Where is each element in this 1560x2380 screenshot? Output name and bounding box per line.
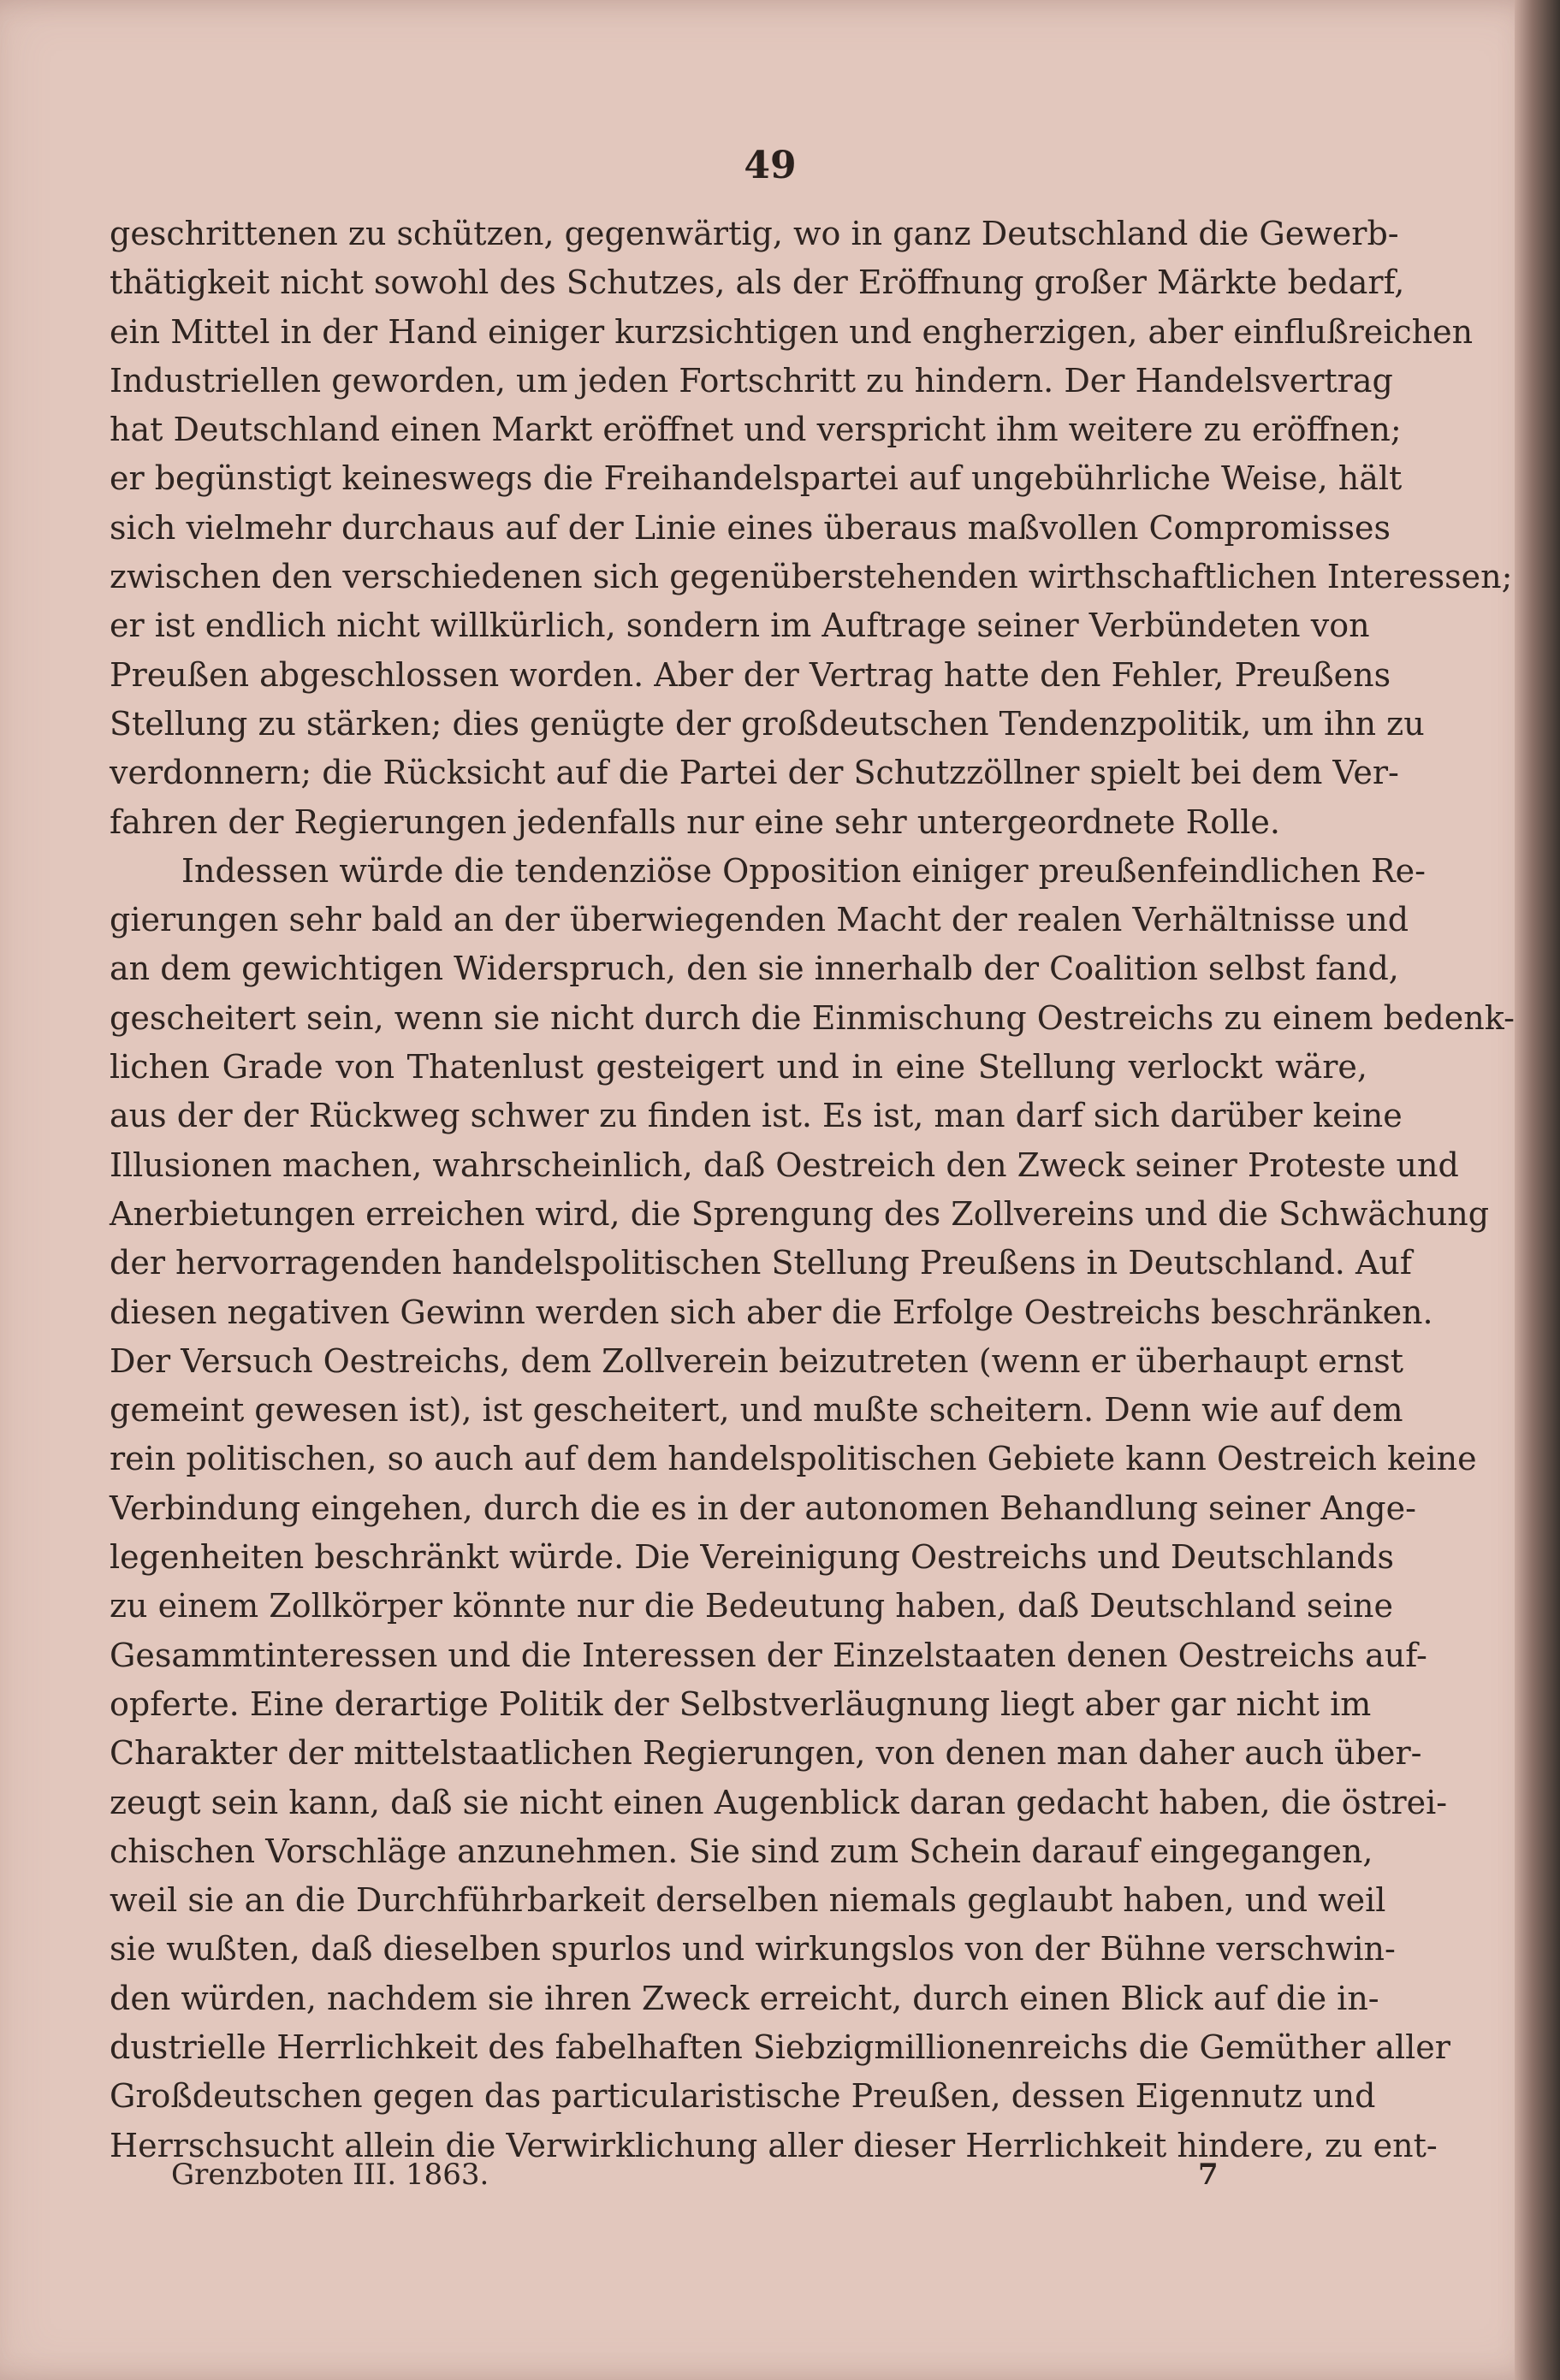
text-line: ein Mittel in der Hand einiger kurzsichtigen und engherzigen, aber einflußreichen [110,312,1474,351]
text-line: hat Deutschland einen Markt eröffnet und verspricht ihm weitere zu eröffnen; [110,411,1402,449]
text-line: fahren der Regierungen jedenfalls nur eine sehr untergeordnete Rolle. [110,802,1280,841]
text-line: gemeint gewesen ist), ist gescheitert, und mußte scheitern. Denn wie auf dem [110,1391,1403,1430]
text-line: der hervorragenden handelspolitischen Stellung Preußens in Deutschland. Auf [110,1244,1412,1282]
text-line: weil sie an die Durchführbarkeit derselben niemals geglaubt haben, und weil [110,1881,1386,1920]
text-line: sie wußten, daß dieselben spurlos und wirkungslos von der Bühne verschwin- [110,1930,1396,1969]
text-line: Stellung zu stärken; dies genügte der großdeutschen Tendenzpolitik, um ihn zu [110,704,1425,743]
text-line: dustrielle Herrlichkeit des fabelhaften Siebzigmillionenreichs die Gemüther aller [110,2028,1450,2066]
text-line: verdonnern; die Rücksicht auf die Partei der Schutzzöllner spielt bei dem Ver- [110,754,1399,792]
text-line: Indessen würde die tendenziöse Opposition einiger preußenfeindlichen Re- [181,851,1426,890]
text-line: zu einem Zollkörper könnte nur die Bedeutung haben, daß Deutschland seine [110,1587,1394,1625]
text-line: lichen Grade von Thatenlust gesteigert und in eine Stellung verlockt wäre, [110,1048,1367,1086]
text-line: sich vielmehr durchaus auf der Linie eines überaus maßvollen Compromisses [110,508,1391,547]
text-line: an dem gewichtigen Widerspruch, den sie innerhalb der Coalition selbst fand, [110,950,1399,988]
text-line: er ist endlich nicht willkürlich, sondern im Auftrage seiner Verbündeten von [110,607,1370,645]
body-text [110,210,1515,2170]
text-line: zeugt sein kann, daß sie nicht einen Augenblick daran gedacht haben, die östrei- [110,1783,1448,1821]
text-line: er begünstigt keineswegs die Freihandelspartei auf ungebührliche Weise, hält [110,459,1403,498]
text-line: Der Versuch Oestreichs, dem Zollverein beizutreten (wenn er überhaupt ernst [110,1341,1404,1380]
text-line: Preußen abgeschlossen worden. Aber der Vertrag hatte den Fehler, Preußens [110,655,1391,694]
text-line: Verbindung eingehen, durch die es in der autonomen Behandlung seiner Ange- [110,1489,1416,1527]
text-line: chischen Vorschläge anzunehmen. Sie sind zum Schein darauf eingegangen, [110,1832,1373,1870]
text-line: opferte. Eine derartige Politik der Selbstverläugnung liegt aber gar nicht im [110,1684,1372,1723]
page-edge [1515,0,1560,2380]
text-line: thätigkeit nicht sowohl des Schutzes, als der Eröffnung großer Märkte bedarf, [110,263,1405,302]
text-line: aus der der Rückweg schwer zu finden ist. Es ist, man darf sich darüber keine [110,1097,1403,1135]
text-line: legenheiten beschränkt würde. Die Vereinigung Oestreichs und Deutschlands [110,1538,1394,1577]
text-line: zwischen den verschiedenen sich gegenüberstehenden wirthschaftlichen Interessen; [110,558,1513,596]
text-line: gierungen sehr bald an der überwiegenden Macht der realen Verhältnisse und [110,901,1409,939]
text-line: geschrittenen zu schützen, gegenwärtig, wo in ganz Deutschland die Gewerb- [110,215,1399,252]
text-line: rein politischen, so auch auf dem handelspolitischen Gebiete kann Oestreich keine [110,1440,1477,1478]
text-line: Gesammtinteressen und die Interessen der Einzelstaaten denen Oestreichs auf- [110,1636,1427,1674]
text-line: diesen negativen Gewinn werden sich aber die Erfolge Oestreichs beschränken. [110,1293,1433,1331]
text-line: den würden, nachdem sie ihren Zweck erreicht, durch einen Blick auf die in- [110,1979,1379,2017]
text-line: gescheitert sein, wenn sie nicht durch die Einmischung Oestreichs zu einem bedenk- [110,998,1515,1037]
text-line: Charakter der mittelstaatlichen Regierungen, von denen man daher auch über- [110,1734,1422,1773]
footer-signature-number: 7 [1198,2158,1219,2192]
footer-publication: Grenzboten III. 1863. [171,2158,489,2192]
text-line: Großdeutschen gegen das particularistische Preußen, dessen Eigennutz und [110,2077,1376,2116]
text-line: Industriellen geworden, um jeden Fortschritt zu hindern. Der Handelsvertrag [110,361,1393,400]
text-line: Anerbietungen erreichen wird, die Sprengung des Zollvereins und die Schwächung [110,1194,1490,1233]
text-line: Illusionen machen, wahrscheinlich, daß Oestreich den Zweck seiner Proteste und [110,1146,1459,1184]
page-number: 49 [744,144,797,187]
text-line: Herrschsucht allein die Verwirklichung aller dieser Herrlichkeit hindere, zu ent- [110,2126,1438,2164]
